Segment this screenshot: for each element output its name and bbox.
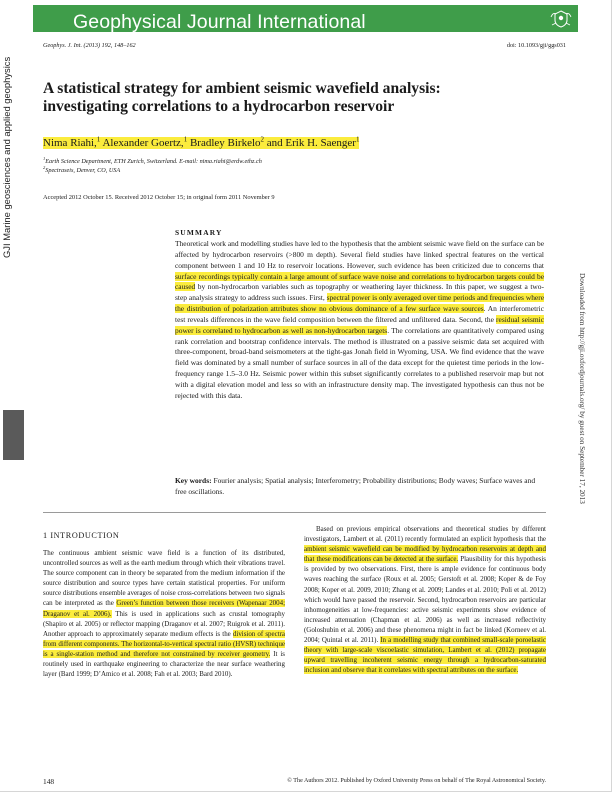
section-divider xyxy=(43,512,546,513)
introduction-heading: 1 INTRODUCTION xyxy=(43,531,120,540)
copyright-notice: © The Authors 2012. Published by Oxford University Press on behalf of The Royal Astronomical Society. xyxy=(287,778,546,784)
intro-right-column: Based on previous empirical observations and theoretical studies by different investigators, Lambert et al. (2011) recently formulated an explicit hypothesis that the ambient seismic wavefield can be modified by hydrocarbon reservoirs at depth and that these modifications can be detected at the surface. Plausibility for this hypothesis is provided by two observations. First, there is ample evidence for continuous body waves reaching the surface (Roux et al. 2005; Gerstoft et al. 2008; Koper & de Foy 2008; Koper et al. 2009, 2010; Zhang et al. 2009; Landes et al. 2010; Poli et al. 2012) which would have passed the reservoir. Second, hydrocarbon reservoirs are particular inhomogeneities at low-frequencies: active seismic experiments show evidence of increased attenuation (Chapman et al. 2006) as well as increased reflectivity (Goloshubin et al. 2006) and these phenomena might in fact be linked (Korneev et al. 2004; Quintal et al. 2011). In a modelling study that combined small-scale poroelastic theory with large-scale viscoelastic simulation, Lambert et al. (2012) propagate upward travelling incoherent seismic energy through a hydrocarbon-saturated inclusion and observe that it correlates with spectral attributes on the surface. xyxy=(304,525,546,675)
highlight: ambient seismic wavefield can be modified by hydrocarbon reservoirs at depth and that these modifications can be detected at the surface. xyxy=(304,545,546,564)
highlight: Green’s function between those receivers (Wapenaar 2004; Draganov et al. 2006). xyxy=(43,599,285,618)
highlight: residual seismic power is correlated to hydrocarbon as well as non-hydrocarbon targets xyxy=(175,314,545,335)
highlight: division of spectra from different components. The horizontal-to-vertical spectral ratio (HVSR) technique is a single-station method and therefore not constrained by receiver geometry. xyxy=(43,629,286,658)
journal-banner xyxy=(33,5,578,32)
article-title: A statistical strategy for ambient seismic wavefield analysis: investigating correlations to a hydrocarbon reservoir xyxy=(43,80,441,115)
intro-left-column: The continuous ambient seismic wave field is a function of its distributed, uncontrolled sources as well as the earth medium through which their vibrations travel. The source component can in theory be separated from the medium information if the source distribution and source types have certain statistical properties. For uniform source distributions ensemble averages of noise cross-correlations between two signals can be interpreted as the Green’s function between those receivers (Wapenaar 2004; Draganov et al. 2006). This is used in applications such as crustal tomography (Shapiro et al. 2005) or reflector mapping (Draganov et al. 2007; Ruigrok et al. 2011). Another approach to approximately separate medium effects is the division of spectra from different components. The horizontal-to-vertical spectral ratio (HVSR) technique is a single-station method and therefore not constrained by receiver geometry. It is routinely used in earthquake engineering to characterize the near surface weathering layer (Bard 1999; D’Amico et al. 2008; Fah et al. 2003; Bard 2010). xyxy=(43,549,286,679)
doi: doi: 10.1093/gji/ggs031 xyxy=(506,42,566,49)
highlight: spectral power is only averaged over time periods and frequencies where the distribution of polarization attributes show no obvious dominance of a few surface wave sources xyxy=(175,293,545,314)
author-list xyxy=(43,135,359,149)
highlight: In a modelling study that combined small-scale poroelastic theory with large-scale viscoelastic simulation, Lambert et al. (2012) propagate upward travelling incoherent seismic energy through a hydrocarbon-saturated inclusion and observe that it correlates with spectral attributes on the surface. xyxy=(304,636,546,675)
ras-crest-icon xyxy=(548,8,574,29)
keywords: Key words: Fourier analysis; Spatial analysis; Interferometry; Probability distributions; Body waves; Surface waves and free oscillations. xyxy=(175,476,536,496)
summary-heading: SUMMARY xyxy=(175,228,223,237)
author-1: Nima Riahi,$^1$ Alexander Goertz,$^1$ Bradley Birkelo$^2$ and Erik H. Saenger$^1$ xyxy=(43,135,360,149)
download-watermark: Downloaded from http://gji.oxfordjournals.org/ by guest on September 17, 2013 xyxy=(578,273,586,504)
received-dates: Accepted 2012 October 15. Received 2012 October 15; in original form 2011 November 9 xyxy=(43,194,275,201)
journal-title: Geophysical Journal International xyxy=(73,11,366,33)
page-number: 148 xyxy=(43,777,55,786)
summary-text: Theoretical work and modelling studies have led to the hypothesis that the ambient seismic wave field on the surface can be affected by hydrocarbon reservoirs (>800 m depth). Several field studies have linked spectral features on the vertical component between 1 and 10 Hz to reservoir locations. However, such evidence has been criticized due to concerns that surface recordings typically contain a large amount of surface wave noise and correlations to hydrocarbon targets could be caused by non-hydrocarbon variables such as topography or weathering layer thickness. In this paper, we suggest a two-step analysis strategy to address such issues. First, spectral power is only averaged over time periods and frequencies where the distribution of polarization attributes show no obvious dominance of a few surface wave sources. An interferometric test reveals differences in the wave field composition between the filtered and unfiltered data. Second, the residual seismic power is correlated to hydrocarbon as well as non-hydrocarbon targets. The correlations are quantitatively compared using rank correlation and bootstrap confidence intervals. The method is illustrated on a passive seismic data set acquired with three-component, broad-band seismometers at the tight-gas Jonah field in Wyoming, USA. We find evidence that the wave field was dominated by a small number of surface sources in all of the data except for the quietest time periods in the low-frequency range 1.5–3.0 Hz. Seismic power within this subset significantly correlates to a published reservoir map but not with a digital elevation model and less so with an infrastructure density map. The investigated hypothesis can thus not be rejected with this data. xyxy=(175,239,545,400)
highlight: surface recordings typically contain a large amount of surface wave noise and correlations to hydrocarbon targets could be caused xyxy=(175,271,544,292)
section-sidebar-label: GJI Marine geosciences and applied geophysics xyxy=(1,56,12,258)
affiliation-1: $^1$Earth Science Department, ETH Zurich, Switzerland. E-mail: nima.riahi@erdw.ethz.ch xyxy=(43,156,262,166)
section-sidebar-tab xyxy=(3,410,24,460)
affiliation-2: $^2$Spectraseis, Denver, CO, USA xyxy=(43,165,121,175)
journal-citation: Geophys. J. Int. (2013) 192, 148–162 xyxy=(43,42,136,49)
